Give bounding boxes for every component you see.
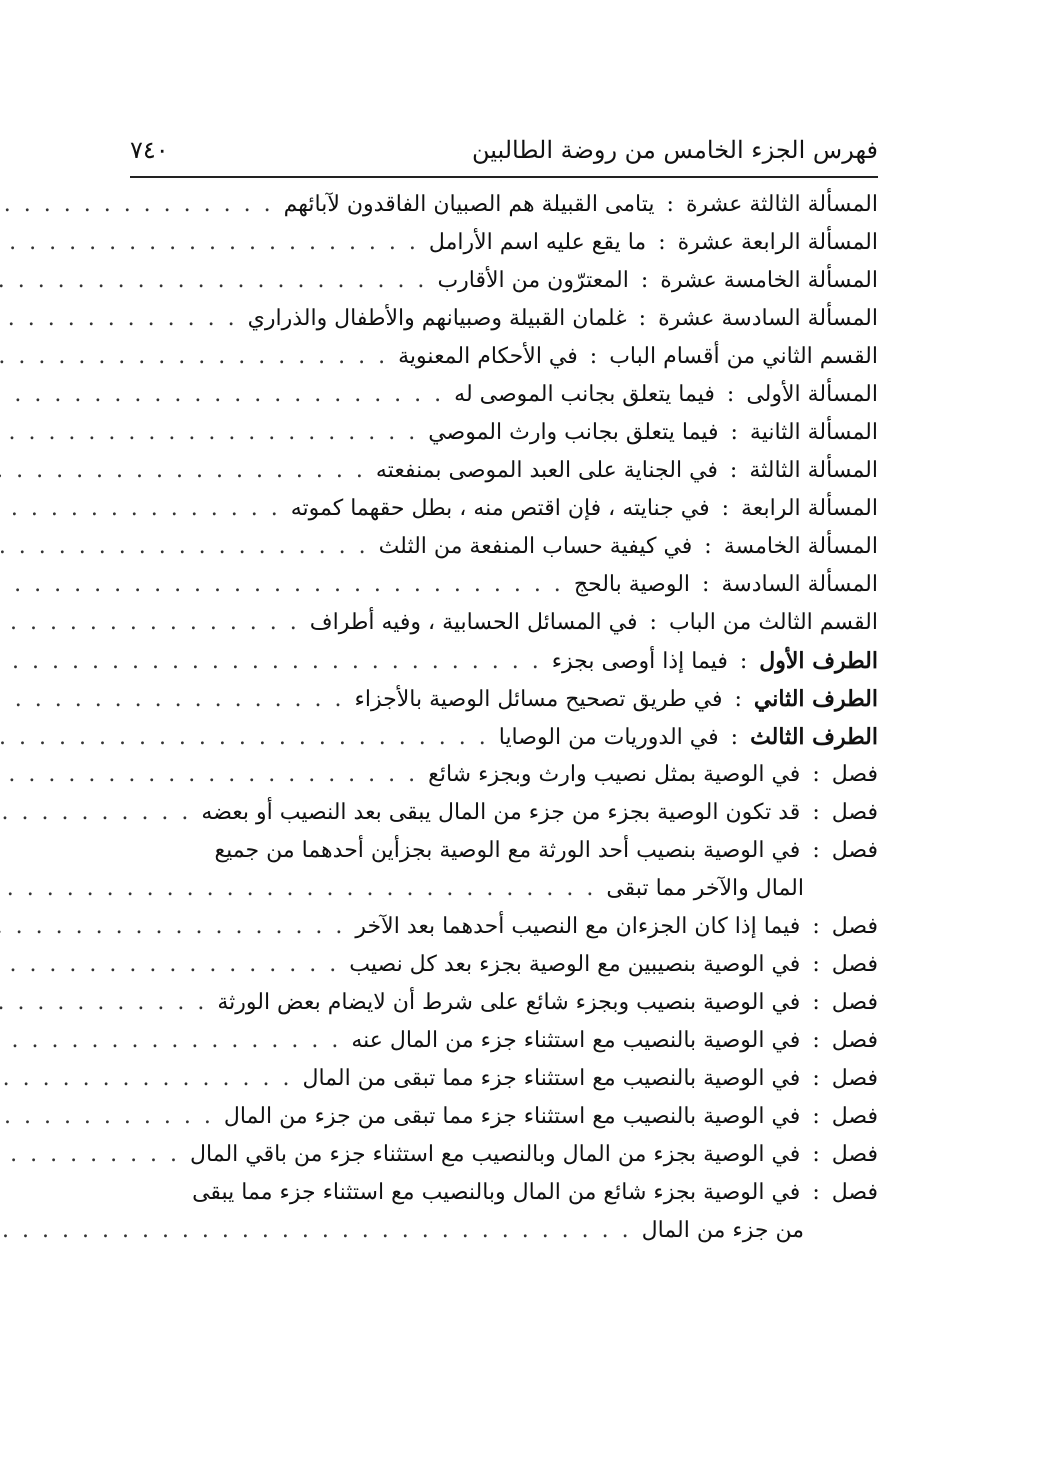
entry-title: في الجناية على العبد الموصى بمنفعته [375, 458, 718, 483]
entry-title: في المسائل الحسابية ، وفيه أطراف [309, 610, 638, 635]
toc-entry [130, 572, 878, 610]
toc-entry [130, 230, 878, 268]
entry-title: في الوصية بالنصيب مع استثناء جزء من المال عنه [351, 1028, 801, 1053]
entry-label: فصل [831, 838, 878, 863]
leader-dots [0, 1028, 351, 1053]
toc-entry [130, 838, 878, 914]
entry-title: في الوصية بنصيب وبجزء شائع على شرط أن لايضام بعض الورثة [217, 990, 801, 1015]
toc-entry [130, 306, 878, 344]
leader-dots [0, 687, 355, 712]
running-title: فهرس الجزء الخامس من روضة الطالبين [471, 136, 878, 164]
toc-entry [130, 1104, 878, 1142]
toc-entry [130, 952, 878, 990]
toc-entry [130, 800, 878, 838]
entry-separator: : [812, 952, 820, 977]
entry-title-continuation: المال والآخر مما تبقى [606, 876, 804, 901]
leader-dots [0, 344, 398, 369]
entry-title: فيما يتعلق بجانب الموصى له [454, 382, 715, 407]
entry-label: المسألة السادسة [721, 572, 878, 597]
toc-entry [130, 686, 878, 724]
entry-title: فيما يتعلق بجانب وارث الموصي [428, 420, 719, 445]
leader-dots [0, 1066, 302, 1091]
entry-title: في الدوريات من الوصايا [498, 725, 719, 750]
entry-label: فصل [831, 1104, 878, 1129]
entry-label: القسم الثالث من الباب [668, 610, 878, 635]
leader-dots [0, 990, 217, 1015]
entry-label: المسألة الخامسة [723, 534, 878, 559]
entry-separator: : [729, 458, 738, 483]
toc-entry [130, 1180, 878, 1256]
entry-separator: : [734, 687, 742, 712]
table-of-contents [130, 192, 878, 1256]
entry-separator: : [726, 382, 735, 407]
entry-title: في الوصية بنصيبين مع الوصية بجزء بعد كل نصيب [349, 952, 801, 977]
entry-separator: : [812, 1028, 820, 1053]
toc-entry [130, 268, 878, 306]
entry-separator: : [589, 344, 598, 369]
entry-label: فصل [831, 1180, 878, 1205]
toc-entry [130, 648, 878, 686]
entry-separator: : [812, 990, 820, 1015]
entry-title: في كيفية حساب المنفعة من الثلث [378, 534, 693, 559]
entry-separator: : [739, 649, 748, 674]
entry-title: غلمان القبيلة وصبيانهم والأطفال والذراري [247, 306, 627, 331]
entry-title: في الوصية بالنصيب مع استثناء جزء مما تبقى من جزء من المال [223, 1104, 801, 1129]
entry-separator: : [649, 610, 657, 635]
entry-label: فصل [831, 762, 878, 787]
entry-label: المسألة الأولى [746, 382, 878, 407]
entry-separator: : [730, 725, 739, 750]
entry-label: المسألة الثالثة عشرة [685, 192, 878, 217]
toc-entry [130, 420, 878, 458]
leader-dots [0, 1104, 224, 1129]
leader-dots [0, 420, 428, 445]
entry-title: في الوصية بجزء من المال وبالنصيب مع استثناء جزء من باقي المال [190, 1142, 801, 1167]
entry-title-continuation: من جزء من المال [641, 1218, 804, 1243]
toc-entry [130, 496, 878, 534]
entry-label: الطرف الثاني [753, 686, 878, 712]
leader-dots [0, 534, 379, 559]
leader-dots [0, 649, 552, 674]
entry-title: المعترّون من الأقارب [437, 268, 629, 293]
leader-dots [0, 725, 499, 750]
entry-title: في الوصية بنصيب أحد الورثة مع الوصية بجزأين أحدهما من جميع [214, 838, 801, 863]
entry-label: فصل [831, 1028, 878, 1053]
leader-dots [0, 382, 454, 407]
leader-dots [0, 572, 574, 597]
entry-label: المسألة السادسة عشرة [658, 306, 878, 331]
entry-title: في الأحكام المعنوية [398, 344, 578, 369]
entry-title: يتامى القبيلة هم الصبيان الفاقدون لآبائهم [283, 192, 655, 217]
toc-entry [130, 762, 878, 800]
entry-label: فصل [831, 990, 878, 1015]
leader-dots [0, 762, 428, 787]
entry-separator: : [704, 534, 712, 559]
page-number: ٧٤٠ [130, 136, 169, 164]
entry-title: فيما إذا كان الجزءان مع النصيب أحدهما بعد الآخر [355, 914, 801, 939]
entry-label: المسألة الرابعة [741, 496, 878, 521]
leader-dots [0, 192, 284, 217]
toc-entry [130, 192, 878, 230]
toc-entry [130, 344, 878, 382]
leader-dots [0, 876, 606, 901]
entry-separator: : [730, 420, 738, 445]
entry-label: فصل [831, 1066, 878, 1091]
entry-label: المسألة الرابعة عشرة [677, 230, 878, 255]
entry-separator: : [721, 496, 730, 521]
toc-entry [130, 610, 878, 648]
leader-dots [0, 306, 248, 331]
entry-title: في جنايته ، فإن اقتص منه ، بطل حقهما كموته [290, 496, 710, 521]
toc-entry [130, 458, 878, 496]
toc-entry [130, 382, 878, 420]
entry-title: في طريق تصحيح مسائل الوصية بالأجزاء [354, 687, 723, 712]
leader-dots [0, 458, 376, 483]
leader-dots [0, 1142, 190, 1167]
leader-dots [0, 952, 349, 977]
entry-separator: : [638, 306, 647, 331]
toc-entry [130, 534, 878, 572]
entry-label: المسألة الثالثة [749, 458, 878, 483]
entry-separator: : [658, 230, 666, 255]
entry-separator: : [812, 1142, 820, 1167]
leader-dots [0, 610, 310, 635]
toc-entry [130, 1066, 878, 1104]
entry-title: في الوصية بالنصيب مع استثناء جزء مما تبقى من المال [302, 1066, 801, 1091]
toc-entry [130, 724, 878, 762]
entry-label: القسم الثاني من أقسام الباب [609, 344, 878, 369]
header-rule [130, 176, 878, 178]
entry-separator: : [812, 1066, 820, 1091]
entry-label: المسألة الثانية [749, 420, 878, 445]
entry-separator: : [812, 762, 820, 787]
toc-entry [130, 990, 878, 1028]
toc-entry [130, 1142, 878, 1180]
leader-dots [0, 230, 429, 255]
entry-title: ما يقع عليه اسم الأرامل [428, 230, 647, 255]
entry-label: الطرف الثالث [750, 724, 878, 750]
entry-title: فيما إذا أوصى بجزء [551, 649, 728, 674]
entry-label: فصل [831, 914, 878, 939]
entry-separator: : [640, 268, 649, 293]
entry-separator: : [666, 192, 674, 217]
page-header [130, 128, 878, 174]
leader-dots [0, 496, 291, 521]
entry-title: في الوصية بمثل نصيب وارث وبجزء شائع [428, 762, 801, 787]
leader-dots [0, 1218, 642, 1243]
entry-label: فصل [831, 1142, 878, 1167]
entry-label: فصل [831, 800, 878, 825]
leader-dots [0, 268, 437, 293]
entry-title: في الوصية بجزء شائع من المال وبالنصيب مع استثناء جزء مما يبقى [192, 1180, 801, 1205]
entry-label: المسألة الخامسة عشرة [660, 268, 878, 293]
leader-dots [0, 914, 355, 939]
toc-entry [130, 914, 878, 952]
entry-title: الوصية بالحج [573, 572, 691, 597]
entry-separator: : [812, 914, 820, 939]
entry-label: الطرف الأول [759, 648, 878, 674]
toc-entry [130, 1028, 878, 1066]
entry-separator: : [812, 838, 820, 863]
entry-title: قد تكون الوصية بجزء من جزء من المال يبقى بعد النصيب أو بعضه [201, 800, 801, 825]
entry-separator: : [702, 572, 710, 597]
entry-separator: : [812, 1180, 820, 1205]
entry-separator: : [812, 1104, 820, 1129]
entry-separator: : [812, 800, 820, 825]
leader-dots [0, 800, 201, 825]
entry-label: فصل [831, 952, 878, 977]
